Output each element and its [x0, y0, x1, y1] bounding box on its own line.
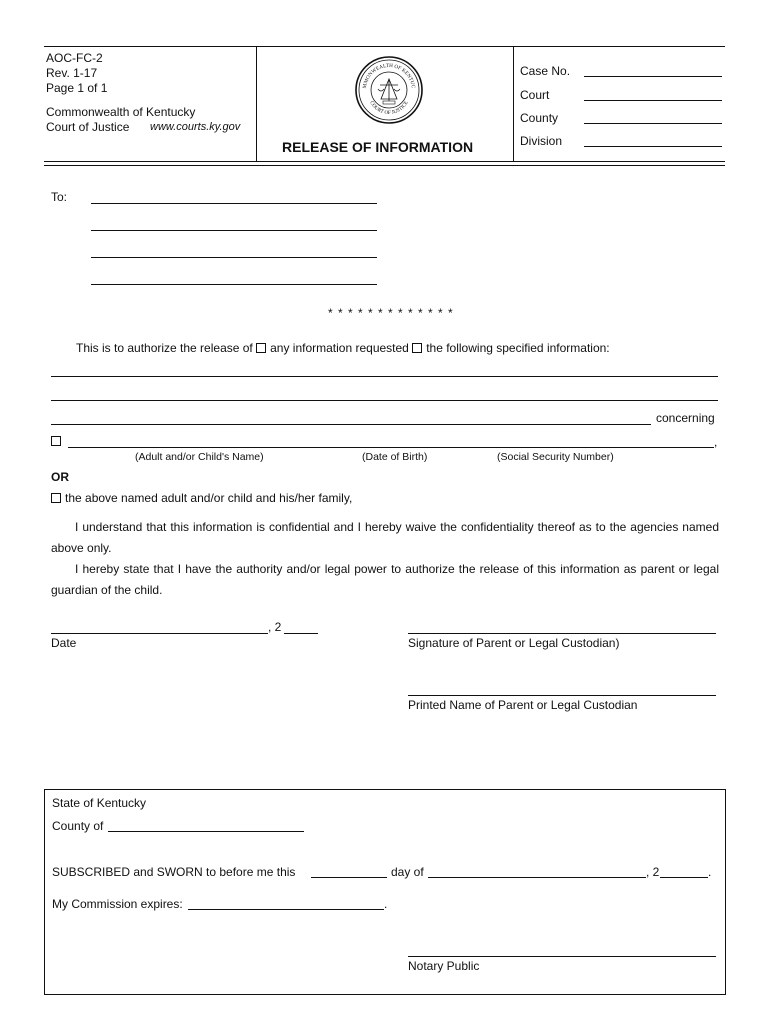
- form-revision: Rev. 1-17: [46, 66, 98, 80]
- header-divider-right: [513, 46, 514, 161]
- date-label: Date: [51, 636, 77, 650]
- to-line-2[interactable]: [91, 230, 377, 231]
- subscribed-text: SUBSCRIBED and SWORN to before me this: [52, 865, 296, 879]
- to-line-1[interactable]: [91, 203, 377, 204]
- commission-label: My Commission expires:: [52, 897, 183, 911]
- header-divider-left: [256, 46, 257, 161]
- child-name-caption: (Adult and/or Child's Name): [135, 451, 264, 463]
- authorization-sentence: [76, 341, 610, 355]
- signature-field[interactable]: [408, 633, 716, 634]
- page-count: Page 1 of 1: [46, 81, 108, 95]
- person-details-comma: ,: [714, 435, 718, 449]
- notary-year-field[interactable]: [660, 877, 708, 878]
- division-field[interactable]: [584, 146, 722, 147]
- asterisk-separator: * * * * * * * * * * * * *: [328, 306, 454, 320]
- specified-info-line-1[interactable]: [51, 376, 718, 377]
- signature-label: Signature of Parent or Legal Custodian): [408, 636, 620, 650]
- svg-text:COURT OF JUSTICE: COURT OF JUSTICE: [368, 100, 410, 117]
- header-bottom-rule-2: [44, 165, 725, 166]
- notary-county-label: County of: [52, 819, 104, 833]
- kentucky-seal-icon: [354, 55, 424, 125]
- family-option: [51, 491, 352, 505]
- to-label: To:: [51, 190, 68, 204]
- concerning-label: concerning: [656, 411, 715, 425]
- court-label: Court: [520, 88, 550, 102]
- family-option-label: the above named adult and/or child and his/her family,: [65, 491, 353, 505]
- to-line-3[interactable]: [91, 257, 377, 258]
- printed-name-field[interactable]: [408, 695, 716, 696]
- specified-information-label: the following specified information:: [426, 341, 610, 355]
- case-no-field[interactable]: [584, 76, 722, 77]
- notary-public-label: Notary Public: [408, 959, 480, 973]
- date-field[interactable]: [51, 633, 268, 634]
- header-top-rule: [44, 46, 725, 47]
- date-year-field[interactable]: [284, 633, 318, 634]
- form-number: AOC-FC-2: [46, 51, 103, 65]
- specified-information-checkbox[interactable]: [412, 343, 422, 353]
- printed-name-label: Printed Name of Parent or Legal Custodian: [408, 698, 638, 712]
- any-information-checkbox[interactable]: [256, 343, 266, 353]
- notary-county-field[interactable]: [108, 831, 304, 832]
- any-information-label: any information requested: [270, 341, 409, 355]
- family-checkbox[interactable]: [51, 493, 61, 503]
- commission-period: .: [384, 897, 388, 911]
- to-line-4[interactable]: [91, 284, 377, 285]
- svg-text:COMMONWEALTH OF KENTUCKY: MMONWEALTH OF KENTUC: [361, 62, 416, 89]
- notary-month-field[interactable]: [428, 877, 646, 878]
- person-details-line[interactable]: [68, 447, 714, 448]
- commission-field[interactable]: [188, 909, 384, 910]
- date-of-birth-caption: (Date of Birth): [362, 451, 428, 463]
- authority-statement: I hereby state that I have the authority and/or legal power to authorize the release of this information as parent or legal guardian of the child.: [51, 562, 719, 597]
- notary-year-prefix: , 2: [646, 865, 660, 879]
- county-field[interactable]: [584, 123, 722, 124]
- case-no-label: Case No.: [520, 64, 571, 78]
- county-label: County: [520, 111, 559, 125]
- division-label: Division: [520, 134, 563, 148]
- or-label: OR: [51, 470, 69, 484]
- website-link[interactable]: www.courts.ky.gov: [150, 121, 241, 133]
- date-year-prefix: , 2: [268, 620, 282, 634]
- court-field[interactable]: [584, 100, 722, 101]
- notary-day-field[interactable]: [311, 877, 387, 878]
- notary-signature-field[interactable]: [408, 956, 716, 957]
- specified-info-line-3[interactable]: [51, 424, 651, 425]
- person-checkbox[interactable]: [51, 436, 61, 446]
- notary-year-period: .: [708, 865, 712, 879]
- header-bottom-rule: [44, 161, 725, 162]
- confidentiality-statement: I understand that this information is confidential and I hereby waive the confidentiality thereof as to the agencies named above only.: [51, 520, 719, 555]
- authorization-prefix: This is to authorize the release of: [76, 341, 253, 355]
- form-title: RELEASE OF INFORMATION: [282, 139, 474, 155]
- day-of-label: day of: [391, 865, 424, 879]
- court-of-justice-label: Court of Justice: [46, 120, 130, 134]
- specified-info-line-2[interactable]: [51, 400, 718, 401]
- ssn-caption: (Social Security Number): [497, 451, 614, 463]
- commonwealth-label: Commonwealth of Kentucky: [46, 105, 196, 119]
- notary-box: [44, 789, 726, 995]
- notary-state: State of Kentucky: [52, 796, 147, 810]
